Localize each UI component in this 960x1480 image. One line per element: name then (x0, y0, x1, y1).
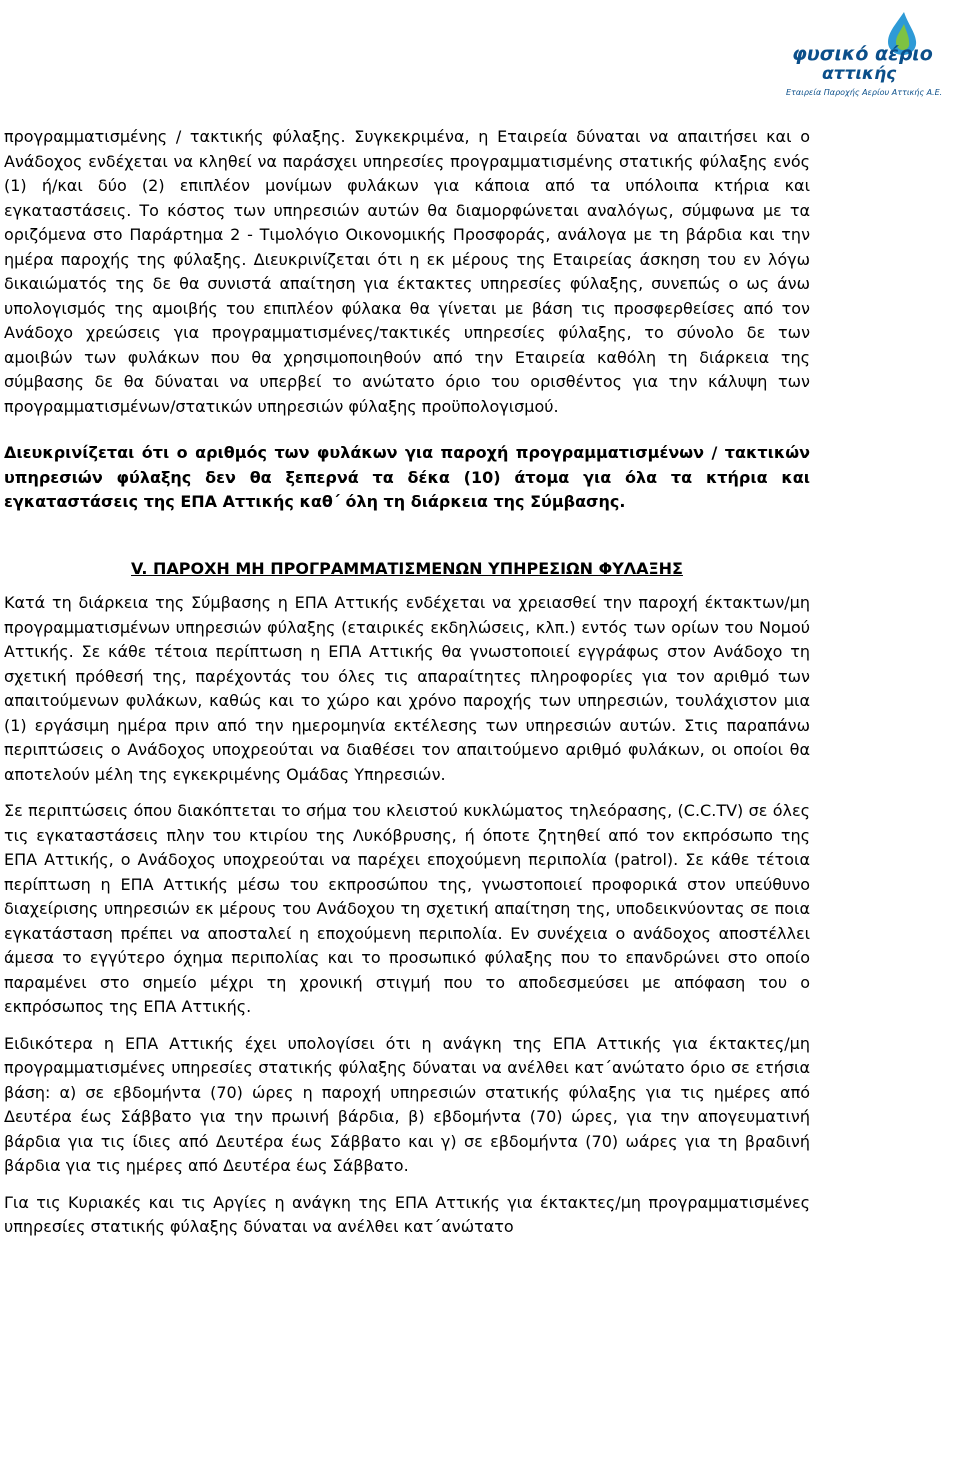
paragraph-5: Ειδικότερα η ΕΠΑ Αττικής έχει υπολογίσει ότι η ανάγκη της ΕΠΑ Αττικής για έκτακτες/μη προγραμματισμένες υπηρεσίες στατικής φύλαξης δύναται να ανέλθει κατ΄ανώτατο όριο σε ετήσια βάση: α) σε εβδομήντα (70) ώρες η παροχή υπηρεσιών στατικής φύλαξης για τις ημέρες από Δευτέρα έως Σάββατο για την πρωινή βάρδια, β) εβδομήντα (70) ώρες, για την απογευματινή βάρδια για τις ίδιες από Δευτέρα έως Σάββατο και γ) σε εβδομήντα (70) ωάρες για τη βραδινή βάρδια για τις ημέρες από Δευτέρα έως Σάββατο. (4, 1033, 810, 1175)
logo-subtitle: Εταιρεία Παροχής Αερίου Αττικής Α.Ε. (786, 88, 943, 97)
document-body (4, 125, 810, 1252)
company-logo (786, 8, 943, 98)
paragraph-bold-note: Διευκρινίζεται ότι ο αριθμός των φυλάκων για παροχή προγραμματισμένων / τακτικών υπηρεσιών φύλαξης δεν θα ξεπερνά τα δέκα (10) άτομα για όλα τα κτήρια και εγκαταστάσεις της ΕΠΑ Αττικής καθ΄ όλη τη διάρκεια της Σύμβασης. (4, 443, 810, 511)
section-heading (4, 557, 810, 582)
paragraph-6: Για τις Κυριακές και τις Αργίες η ανάγκη της ΕΠΑ Αττικής για έκτακτες/μη προγραμματισμένες υπηρεσίες στατικής φύλαξης δύναται να ανέλθει κατ΄ανώτατο (4, 1192, 810, 1236)
logo-line2: αττικής (822, 64, 897, 84)
logo-line1: φυσικό αέριο (792, 43, 933, 65)
section-heading-text: V. ΠΑΡΟΧΗ ΜΗ ΠΡΟΓΡΑΜΜΑΤΙΣΜΕΝΩΝ ΥΠΗΡΕΣΙΩΝ ΦΥΛΑΞΗΣ (131, 558, 683, 578)
paragraph-1: προγραμματισμένης / τακτικής φύλαξης. Συγκεκριμένα, η Εταιρεία δύναται να απαιτήσει και ο Ανάδοχος ενδέχεται να κληθεί να παράσχει υπηρεσίες προγραμματισμένης στατικής φύλαξης ενός (1) ή/και δύο (2) επιπλέον μονίμων φυλάκων για κάποια από τα υπόλοιπα κτήρια και εγκαταστάσεις. Το κόστος των υπηρεσιών αυτών θα διαμορφώνεται αναλόγως, σύμφωνα με τα οριζόμενα στο Παράρτημα 2 - Τιμολόγιο Οικονομικής Προσφοράς, ανάλογα με τη βάρδια και την ημέρα παροχής της φύλαξης. Διευκρινίζεται ότι η εκ μέρους της Εταιρείας άσκηση του εν λόγω δικαιώματός της δε θα συνιστά απαίτηση για έκτακτες υπηρεσίες φύλαξης, συνεπώς ο ως άνω υπολογισμός της αμοιβής του επιπλέον φύλακα θα γίνεται με βάση τις προσφερθείσες από τον Ανάδοχο χρεώσεις για προγραμματισμένες/τακτικές υπηρεσίες φύλαξης, το σύνολο δε των αμοιβών των φυλάκων που θα χρησιμοποιηθούν από την Εταιρεία καθόλη τη διάρκεια της σύμβασης δε θα δύναται να υπερβεί το ανώτατο όριο του ορισθέντος για την κάλυψη των προγραμματισμένων/στατικών υπηρεσιών φύλαξης προϋπολογισμού. (4, 127, 810, 416)
paragraph-3: Κατά τη διάρκεια της Σύμβασης η ΕΠΑ Αττικής ενδέχεται να χρειασθεί την παροχή έκτακτων/μη προγραμματισμένων υπηρεσιών φύλαξης (εταιρικές εκδηλώσεις, κλπ.) εντός των ορίων του Νομού Αττικής. Σε κάθε τέτοια περίπτωση η ΕΠΑ Αττικής θα γνωστοποιεί εγγράφως στον Ανάδοχο τη σχετική πρόθεσή της, παρέχοντάς του όλες τις απαραίτητες πληροφορίες για τον αριθμό των απαιτούμενων φυλάκων, καθώς και το χώρο και χρόνο παροχής των υπηρεσιών, τουλάχιστον μια (1) εργάσιμη ημέρα πριν από την ημερομηνία εκτέλεσης των υπηρεσιών αυτών. Στις παραπάνω περιπτώσεις ο Ανάδοχος υποχρεούται να διαθέσει τον απαιτούμενο αριθμό φυλάκων, οι οποίοι θα αποτελούν μέλη της εγκεκριμένης Ομάδας Υπηρεσιών. (4, 593, 810, 784)
paragraph-4: Σε περιπτώσεις όπου διακόπτεται το σήμα του κλειστού κυκλώματος τηλεόρασης, (C.C.TV) σε όλες τις εγκαταστάσεις πλην του κτιρίου της Λυκόβρυσης, ή όποτε ζητηθεί από τον εκπρόσωπο της ΕΠΑ Αττικής, ο Ανάδοχος υποχρεούται να παρέχει εποχούμενη περιπολία (patrol). Σε κάθε τέτοια περίπτωση η ΕΠΑ Αττικής μέσω του εκπροσώπου της, γνωστοποιεί προφορικά στον υπεύθυνο διαχείρισης υπηρεσιών εκ μέρους του Ανάδοχου τη σχετική απαίτηση της, υποδεικνύοντας σε ποια εγκατάσταση πρέπει να αποσταλεί η εποχούμενη περιπολία. Εν συνέχεια ο ανάδοχος αποστέλλει άμεσα το εγγύτερο όχημα περιπολίας και το προσωπικό φύλαξης που το επανδρώνει στο οποίο παραμένει στο σημείο μέχρι τη χρονική στιγμή που το αποδεσμεύσει με απόφαση του ο εκπρόσωπος της ΕΠΑ Αττικής. (4, 801, 810, 1016)
